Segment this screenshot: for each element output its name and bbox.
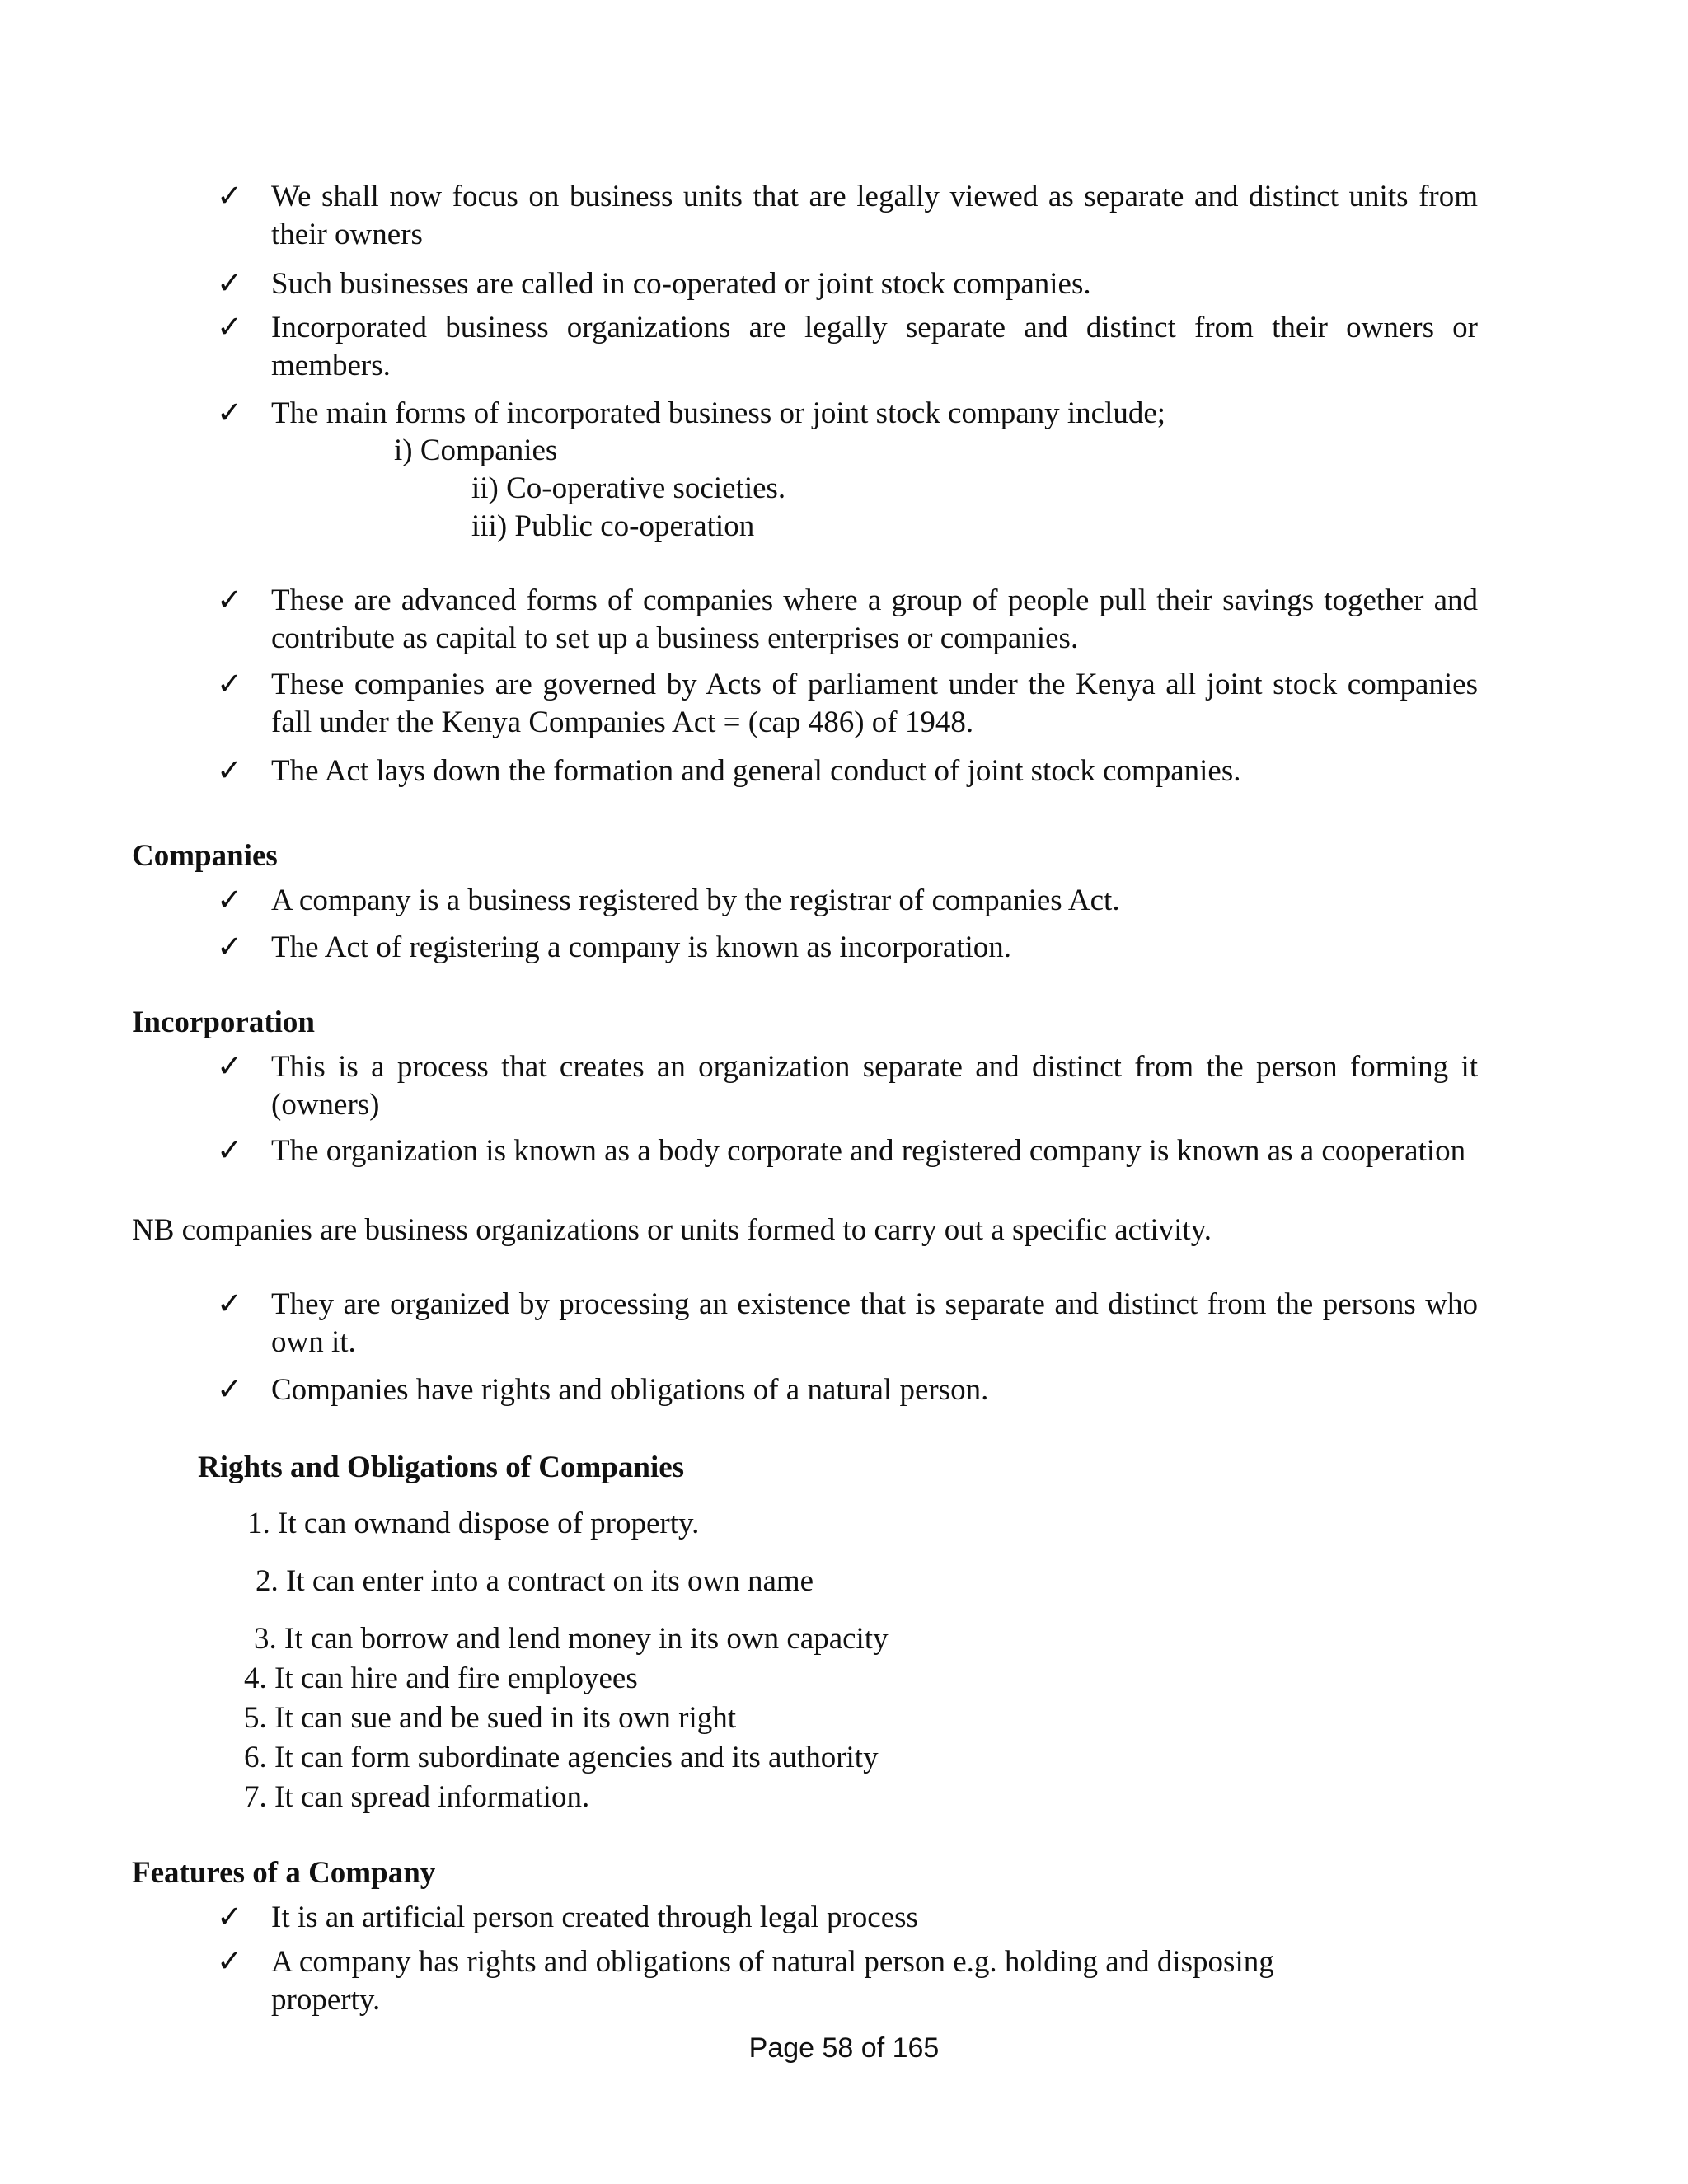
checkmark-icon: ✓: [217, 1287, 243, 1321]
bullet-text: The organization is known as a body corporate and registered company is known as a cooperation: [271, 1134, 1466, 1168]
bullet-text: These are advanced forms of companies where a group of people pull their savings together and contribute as capital to set up a business enterprises or companies.: [271, 583, 1478, 655]
forms-list-item: ii) Co-operative societies.: [471, 471, 786, 505]
bullet-text: They are organized by processing an existence that is separate and distinct from the persons who own it.: [271, 1287, 1478, 1359]
bullet-text: Such businesses are called in co-operated or joint stock companies.: [271, 267, 1091, 301]
bullet-text: The Act lays down the formation and general conduct of joint stock companies.: [271, 754, 1241, 788]
section-heading-companies: Companies: [132, 839, 278, 873]
bullet-text: It is an artificial person created through legal process: [271, 1900, 918, 1934]
bullet-item: [217, 882, 1478, 920]
bullet-item: [217, 1943, 1387, 2019]
bullet-text: These companies are governed by Acts of parliament under the Kenya all joint stock companies fall under the Kenya Companies Act = (cap 486) of 1948.: [271, 668, 1478, 739]
bullet-item: [217, 395, 1478, 433]
section-heading-features: Features of a Company: [132, 1856, 436, 1890]
rights-list-item: 1. It can ownand dispose of property.: [247, 1507, 700, 1540]
bullet-item: [217, 1132, 1478, 1170]
bullet-text: This is a process that creates an organization separate and distinct from the person forming it (owners): [271, 1050, 1478, 1122]
rights-list-item: 3. It can borrow and lend money in its own capacity: [254, 1622, 889, 1656]
checkmark-icon: ✓: [217, 1134, 243, 1168]
checkmark-icon: ✓: [217, 668, 243, 701]
checkmark-icon: ✓: [217, 180, 243, 213]
rights-list-item: 7. It can spread information.: [244, 1780, 590, 1814]
bullet-item: [217, 929, 1478, 967]
bullet-item: [217, 1899, 1478, 1937]
rights-list-item: 2. It can enter into a contract on its own name: [256, 1564, 814, 1598]
bullet-item: [217, 265, 1478, 303]
bullet-item: [217, 752, 1478, 790]
bullet-text: The Act of registering a company is known as incorporation.: [271, 930, 1012, 964]
checkmark-icon: ✓: [217, 267, 243, 301]
bullet-item: [217, 178, 1478, 254]
checkmark-icon: ✓: [217, 396, 243, 430]
checkmark-icon: ✓: [217, 1945, 243, 1979]
checkmark-icon: ✓: [217, 311, 243, 344]
bullet-text: A company has rights and obligations of natural person e.g. holding and disposing property.: [271, 1945, 1274, 2017]
section-heading-rights: Rights and Obligations of Companies: [198, 1451, 685, 1484]
checkmark-icon: ✓: [217, 1373, 243, 1407]
checkmark-icon: ✓: [217, 883, 243, 917]
bullet-text: Companies have rights and obligations of a natural person.: [271, 1373, 989, 1407]
bullet-item: [217, 309, 1478, 385]
checkmark-icon: ✓: [217, 1900, 243, 1934]
bullet-text: The main forms of incorporated business or joint stock company include;: [271, 396, 1166, 430]
bullet-item: [217, 666, 1478, 742]
bullet-item: [217, 1286, 1478, 1361]
bullet-item: [217, 582, 1478, 658]
checkmark-icon: ✓: [217, 754, 243, 788]
bullet-item: [217, 1048, 1478, 1124]
forms-list-item: iii) Public co-operation: [471, 509, 755, 543]
rights-list-item: 4. It can hire and fire employees: [244, 1661, 638, 1695]
nb-note: NB companies are business organizations or units formed to carry out a specific activity.: [132, 1213, 1212, 1247]
bullet-text: We shall now focus on business units that are legally viewed as separate and distinct units from their owners: [271, 180, 1478, 251]
bullet-item: [217, 1371, 1478, 1409]
forms-list-item: i) Companies: [394, 434, 558, 467]
checkmark-icon: ✓: [217, 583, 243, 617]
page-number-footer: Page 58 of 165: [748, 2032, 940, 2064]
section-heading-incorporation: Incorporation: [132, 1005, 315, 1039]
rights-list-item: 6. It can form subordinate agencies and its authority: [244, 1741, 879, 1774]
rights-list-item: 5. It can sue and be sued in its own right: [244, 1701, 737, 1735]
checkmark-icon: ✓: [217, 1050, 243, 1084]
checkmark-icon: ✓: [217, 930, 243, 964]
bullet-text: Incorporated business organizations are legally separate and distinct from their owners or members.: [271, 311, 1478, 382]
bullet-text: A company is a business registered by the registrar of companies Act.: [271, 883, 1120, 917]
